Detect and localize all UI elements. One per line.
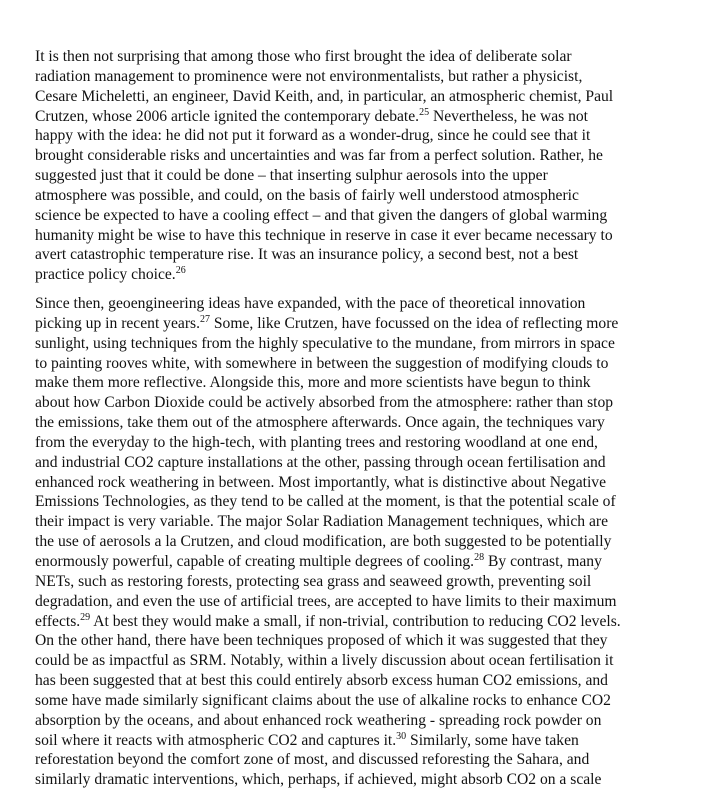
text-line: It is then not surprising that among those who first brought the idea of deliberate solar <box>35 48 572 65</box>
text-line: NETs, such as restoring forests, protecting sea grass and seaweed growth, preventing soil <box>35 572 592 590</box>
text-line: some have made similarly significant claims about the use of alkaline rocks to enhance CO2 <box>35 691 611 709</box>
text-line: picking up in recent years.$^{27}$ Some, like Crutzen, have focussed on the idea of reflecting more <box>35 313 619 332</box>
text-line: enhanced rock weathering in between. Most importantly, what is distinctive about Negative <box>35 473 607 491</box>
footnote-ref-27[interactable]: 27 <box>199 313 210 325</box>
footnote-ref-29[interactable]: 29 <box>80 611 91 623</box>
text-line: absorption by the oceans, and about enhanced rock weathering - spreading rock powder on <box>35 711 602 729</box>
text-line: enormously powerful, capable of creating multiple degrees of cooling.$^{28}$ By contrast, many <box>35 551 602 570</box>
text-line: Cesare Micheletti, an engineer, David Keith, and, in particular, an atmospheric chemist, Paul <box>35 87 614 105</box>
text-line: soil where it reacts with atmospheric CO2 and captures it.$^{30}$ Similarly, some have taken <box>35 730 579 749</box>
text-line: degradation, and even the use of artificial trees, are accepted to have limits to their maximum <box>35 592 617 610</box>
text-line: radiation management to prominence were not environmentalists, but rather a physicist, <box>35 67 583 85</box>
paragraph-2 <box>35 294 695 790</box>
text-line: the emissions, take them out of the atmosphere afterwards. Once again, the techniques vary <box>35 414 605 432</box>
footnote-ref-26[interactable]: 26 <box>175 265 186 277</box>
text-line: suggested just that it could be done – that inserting sulphur aerosols into the upper <box>35 167 548 185</box>
text-line: could be as impactful as SRM. Notably, within a lively discussion about ocean fertilisation it <box>35 652 614 670</box>
text-line: their impact is very variable. The major Solar Radiation Management techniques, which are <box>35 513 609 531</box>
text-line: sunlight, using techniques from the highly speculative to the mundane, from mirrors in space <box>35 334 615 352</box>
text-line: science be expected to have a cooling effect – and that given the dangers of global warming <box>35 206 608 224</box>
text-line: humanity might be wise to have this technique in reserve in case it ever became necessary to <box>35 226 613 244</box>
text-line: similarly dramatic interventions, which, perhaps, if achieved, might absorb CO2 on a scale <box>35 771 602 789</box>
text-line: Since then, geoengineering ideas have expanded, with the pace of theoretical innovation <box>35 295 586 312</box>
text-line: brought considerable risks and uncertainties and was far from a perfect solution. Rather, he <box>35 147 603 165</box>
text-line: the use of aerosols a la Crutzen, and cloud modification, are both suggested to be potentially <box>35 533 612 551</box>
text-line: practice policy choice.$^{26}$ <box>35 265 186 284</box>
text-line: On the other hand, there have been techniques proposed of which it was suggested that they <box>35 632 608 650</box>
text-line: make them more reflective. Alongside this, more and more scientists have begun to think <box>35 374 591 392</box>
footnote-ref-25[interactable]: 25 <box>419 106 430 118</box>
text-line: to painting rooves white, with somewhere in between the suggestion of modifying clouds to <box>35 354 609 372</box>
text-line: atmosphere was possible, and could, on the basis of fairly well understood atmospheric <box>35 186 579 204</box>
footnote-ref-28[interactable]: 28 <box>474 551 485 563</box>
paragraph-1 <box>35 47 695 285</box>
text-line: has been suggested that at best this could entirely absorb excess human CO2 emissions, and <box>35 672 608 690</box>
text-line: Crutzen, whose 2006 article ignited the contemporary debate.$^{25}$ Nevertheless, he was not <box>35 106 589 125</box>
text-line: happy with the idea: he did not put it forward as a wonder-drug, since he could see that it <box>35 127 591 145</box>
text-line: and industrial CO2 capture installations at the other, passing through ocean fertilisation and <box>35 453 606 471</box>
footnote-ref-30[interactable]: 30 <box>396 730 407 742</box>
text-line: reforestation beyond the comfort zone of most, and discussed reforesting the Sahara, and <box>35 751 590 769</box>
text-line: Emissions Technologies, as they tend to be called at the moment, is that the potential scale of <box>35 493 616 511</box>
text-line: from the everyday to the high-tech, with planting trees and restoring woodland at one end, <box>35 433 598 451</box>
text-line: effects.$^{29}$ At best they would make a small, if non-trivial, contribution to reducing CO2 levels. <box>35 611 621 630</box>
text-line: about how Carbon Dioxide could be actively absorbed from the atmosphere: rather than stop <box>35 394 614 412</box>
text-line: avert catastrophic temperature rise. It was an insurance policy, a second best, not a best <box>35 246 579 264</box>
